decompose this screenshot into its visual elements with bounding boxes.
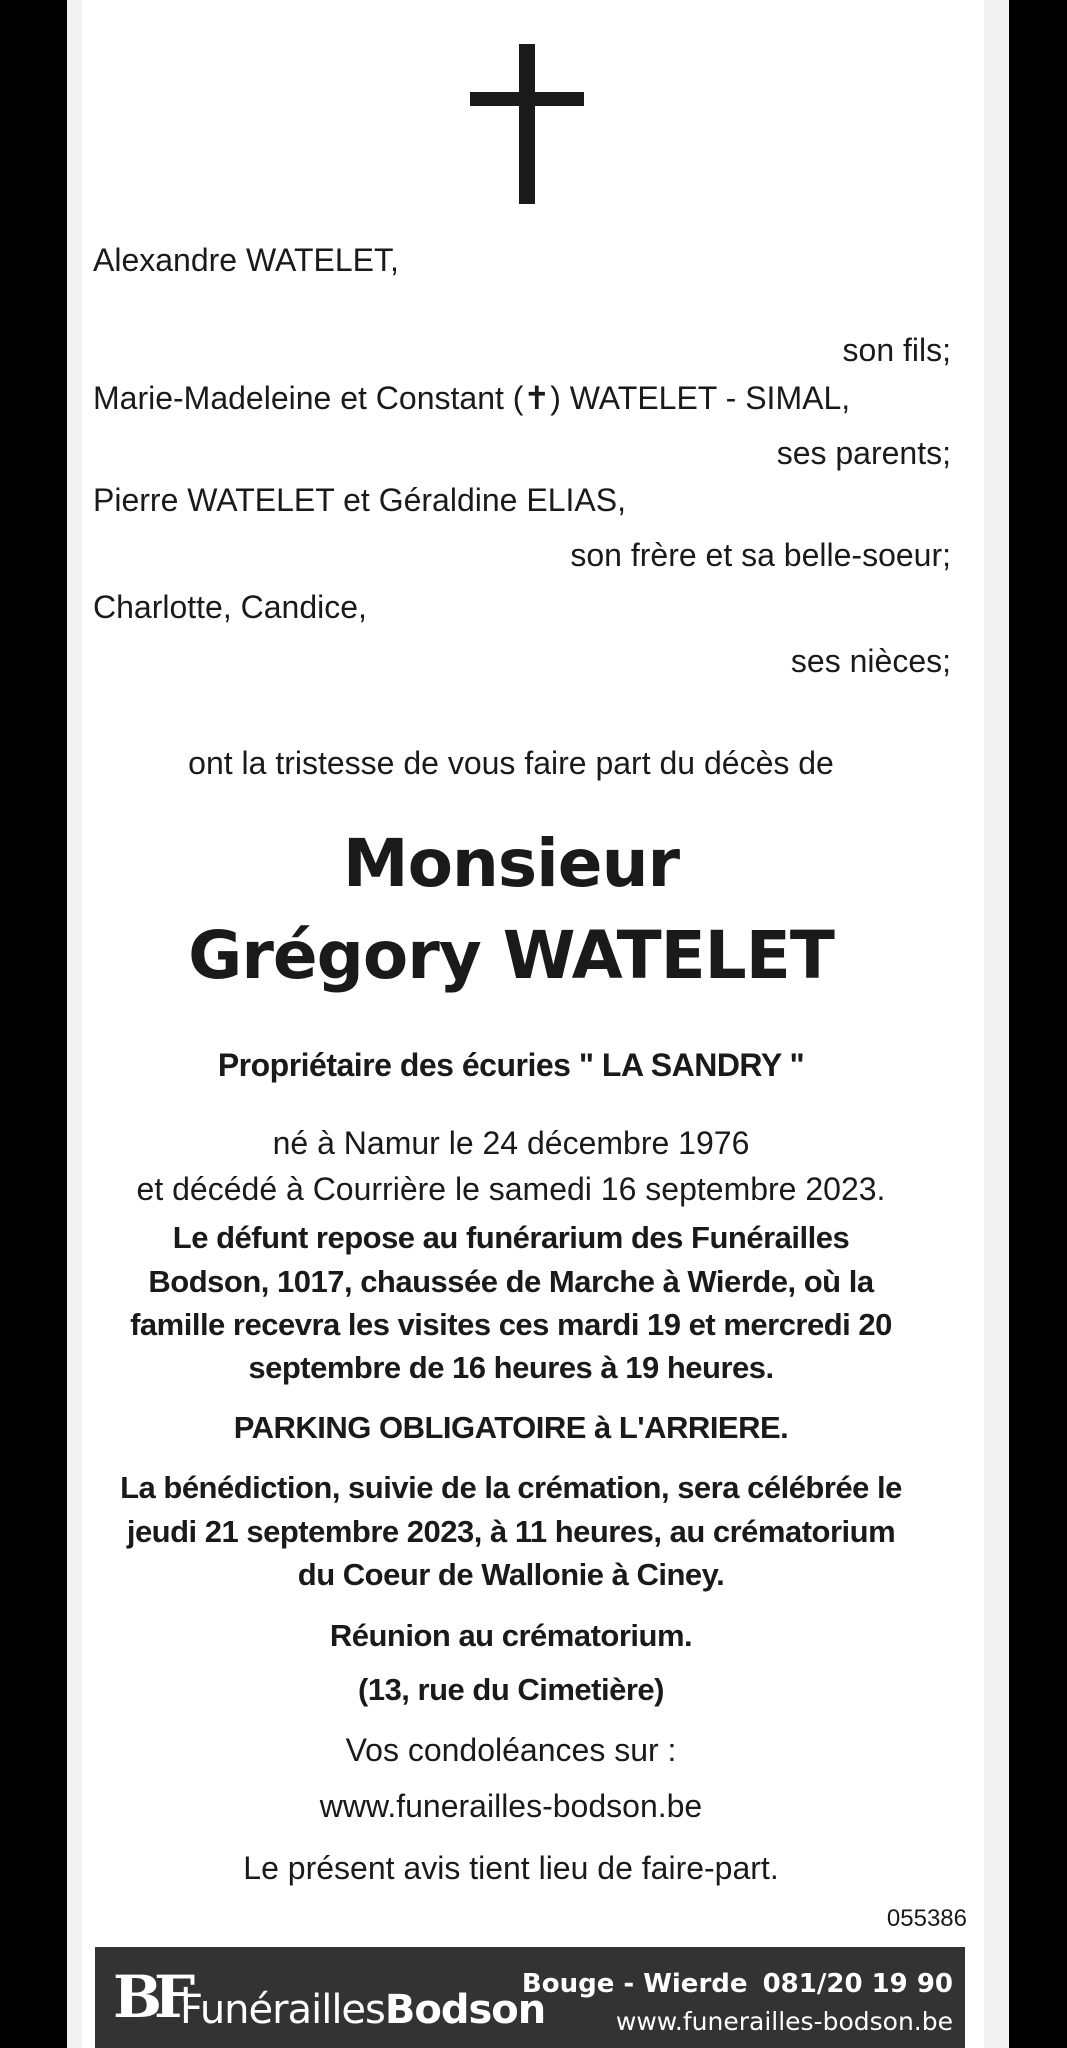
ceremony-line-3: du Coeur de Wallonie à Ciney. — [297, 1557, 725, 1592]
brand-bold: Bodson — [384, 1987, 546, 2033]
bodson-logo-icon: BF — [113, 1963, 188, 2031]
ceremony-line-1: La bénédiction, suivie de la crémation, sera célébrée le — [120, 1470, 902, 1505]
condolences-link[interactable]: www.funerailles-bodson.be — [319, 1788, 703, 1824]
family-relation-3: son frère et sa belle-soeur; — [570, 537, 951, 573]
family-relation-2: ses parents; — [776, 435, 951, 471]
visitation-line-4: septembre de 16 heures à 19 heures. — [248, 1350, 774, 1385]
reference-number: 055386 — [886, 1905, 967, 1932]
family-name-4: Charlotte, Candice, — [93, 589, 367, 625]
family-relation-1: son fils; — [842, 332, 951, 368]
family-name-3: Pierre WATELET et Géraldine ELIAS, — [93, 482, 626, 518]
announcement-intro: ont la tristesse de vous faire part du décès de — [188, 745, 834, 781]
deceased-name: Grégory WATELET — [188, 917, 834, 994]
brand-light: Funérailles — [180, 1987, 385, 2033]
ceremony-line-2: jeudi 21 septembre 2023, à 11 heures, au crématorium — [126, 1514, 896, 1549]
footer-banner — [95, 1947, 965, 2048]
parking-notice: PARKING OBLIGATOIRE à L'ARRIERE. — [233, 1410, 789, 1445]
family-name-2: Marie-Madeleine et Constant (✝) WATELET - SIMAL, — [93, 380, 851, 416]
footer-contact — [522, 1969, 953, 1999]
deceased-occupation: Propriétaire des écuries " LA SANDRY " — [217, 1047, 805, 1083]
death-info: et décédé à Courrière le samedi 16 septembre 2023. — [136, 1171, 886, 1207]
condolences-label: Vos condoléances sur : — [345, 1732, 677, 1768]
meeting-address: (13, rue du Cimetière) — [358, 1672, 664, 1707]
family-relation-4: ses nièces; — [790, 643, 951, 679]
notice-text: Le présent avis tient lieu de faire-part. — [243, 1850, 779, 1886]
meeting-info: Réunion au crématorium. — [329, 1618, 693, 1653]
footer-location: Bouge - Wierde — [521, 1969, 748, 1999]
deceased-title: Monsieur — [342, 825, 680, 902]
brand-name — [180, 1987, 545, 2033]
birth-info: né à Namur le 24 décembre 1976 — [272, 1125, 750, 1161]
visitation-line-2: Bodson, 1017, chaussée de Marche à Wierde, où la — [148, 1264, 874, 1299]
family-name-1: Alexandre WATELET, — [93, 242, 399, 278]
footer-phone[interactable]: 081/20 19 90 — [762, 1969, 953, 1999]
visitation-line-1: Le défunt repose au funérarium des Funérailles — [172, 1220, 850, 1255]
footer-website[interactable]: www.funerailles-bodson.be — [615, 2007, 953, 2036]
visitation-line-3: famille recevra les visites ces mardi 19 et mercredi 20 — [130, 1307, 892, 1342]
cross-icon — [470, 44, 584, 204]
